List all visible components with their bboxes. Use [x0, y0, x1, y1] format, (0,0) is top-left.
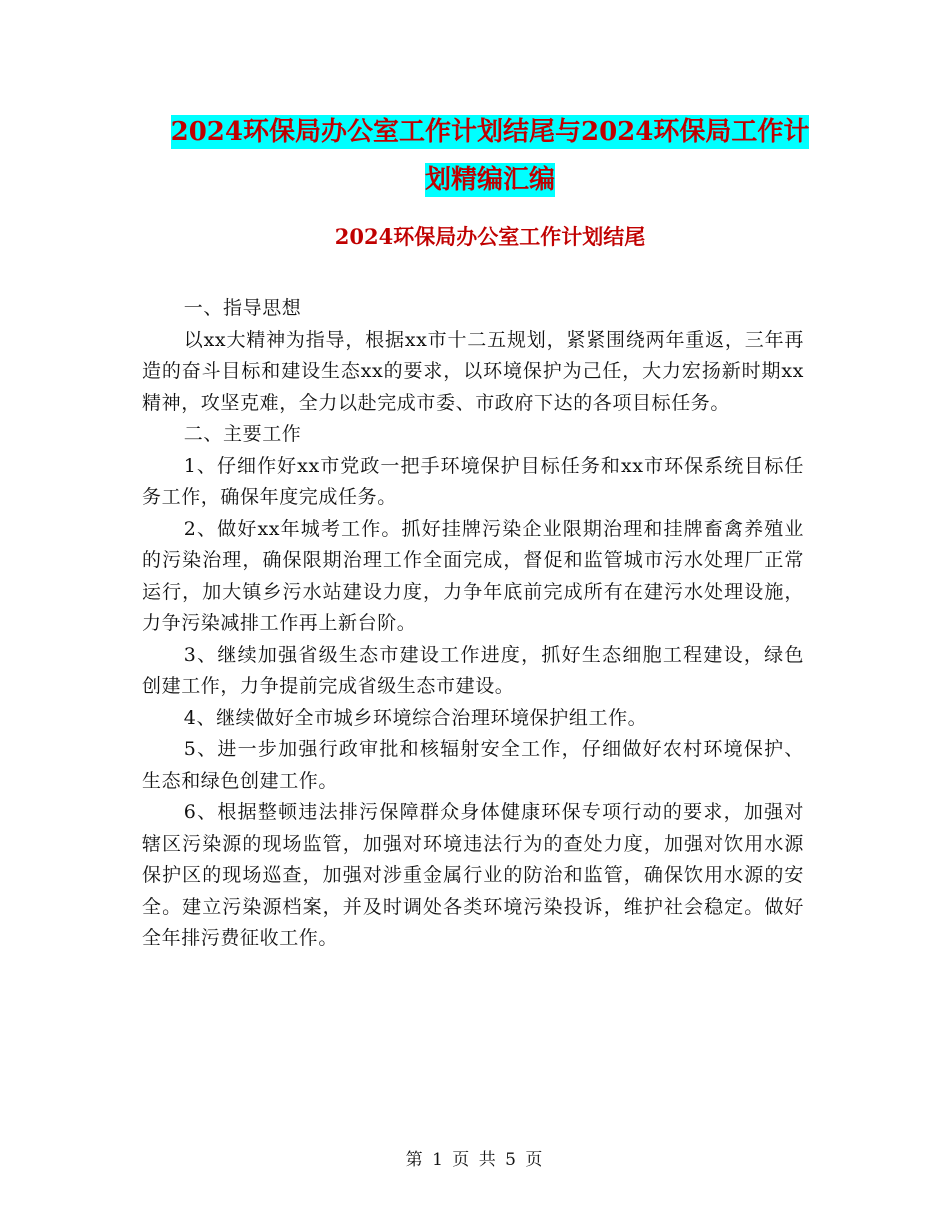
- paragraph-item-2: 2、做好xx年城考工作。抓好挂牌污染企业限期治理和挂牌畜禽养殖业的污染治理，确保限期治理工作全面完成，督促和监管城市污水处理厂正常运行，加大镇乡污水站建设力度，力争年底前完成所有在建污水处理设施，力争污染减排工作再上新台阶。: [142, 517, 804, 634]
- paragraph-item-4: 4、继续做好全市城乡环境综合治理环境保护组工作。: [183, 706, 648, 729]
- paragraph-item-3: 3、继续加强省级生态市建设工作进度，抓好生态细胞工程建设，绿色创建工作，力争提前完成省级生态市建设。: [142, 643, 804, 697]
- document-body: [142, 293, 804, 955]
- heading-guiding-ideology: 一、指导思想: [183, 297, 302, 319]
- paragraph-item-1: 1、仔细作好xx市党政一把手环境保护目标任务和xx市环保系统目标任务工作，确保年度完成任务。: [142, 454, 804, 508]
- document-title-line-1: 2024环保局办公室工作计划结尾与2024环保局工作计: [170, 117, 810, 147]
- page-number-footer: 第 1 页 共 5 页: [405, 1150, 545, 1170]
- paragraph-guiding-ideology: 以xx大精神为指导，根据xx市十二五规划，紧紧围绕两年重返，三年再造的奋斗目标和建设生态xx的要求，以环境保护为己任，大力宏扬新时期xx精神，攻坚克难，全力以赴完成市委、市政府下达的各项目标任务。: [142, 328, 804, 414]
- paragraph-item-5: 5、进一步加强行政审批和核辐射安全工作，仔细做好农村环境保护、生态和绿色创建工作。: [142, 738, 804, 792]
- heading-main-work: 二、主要工作: [183, 423, 302, 445]
- paragraph-item-6: 6、根据整顿违法排污保障群众身体健康环保专项行动的要求，加强对辖区污染源的现场监管，加强对环境违法行为的查处力度，加强对饮用水源保护区的现场巡查，加强对涉重金属行业的防治和监管，确保饮用水源的安全。建立污染源档案，并及时调处各类环境污染投诉，维护社会稳定。做好全年排污费征收工作。: [142, 801, 804, 949]
- section-title: 2024环保局办公室工作计划结尾: [334, 224, 646, 249]
- document-title-line-2: 划精编汇编: [424, 165, 555, 195]
- document-title: [140, 108, 840, 204]
